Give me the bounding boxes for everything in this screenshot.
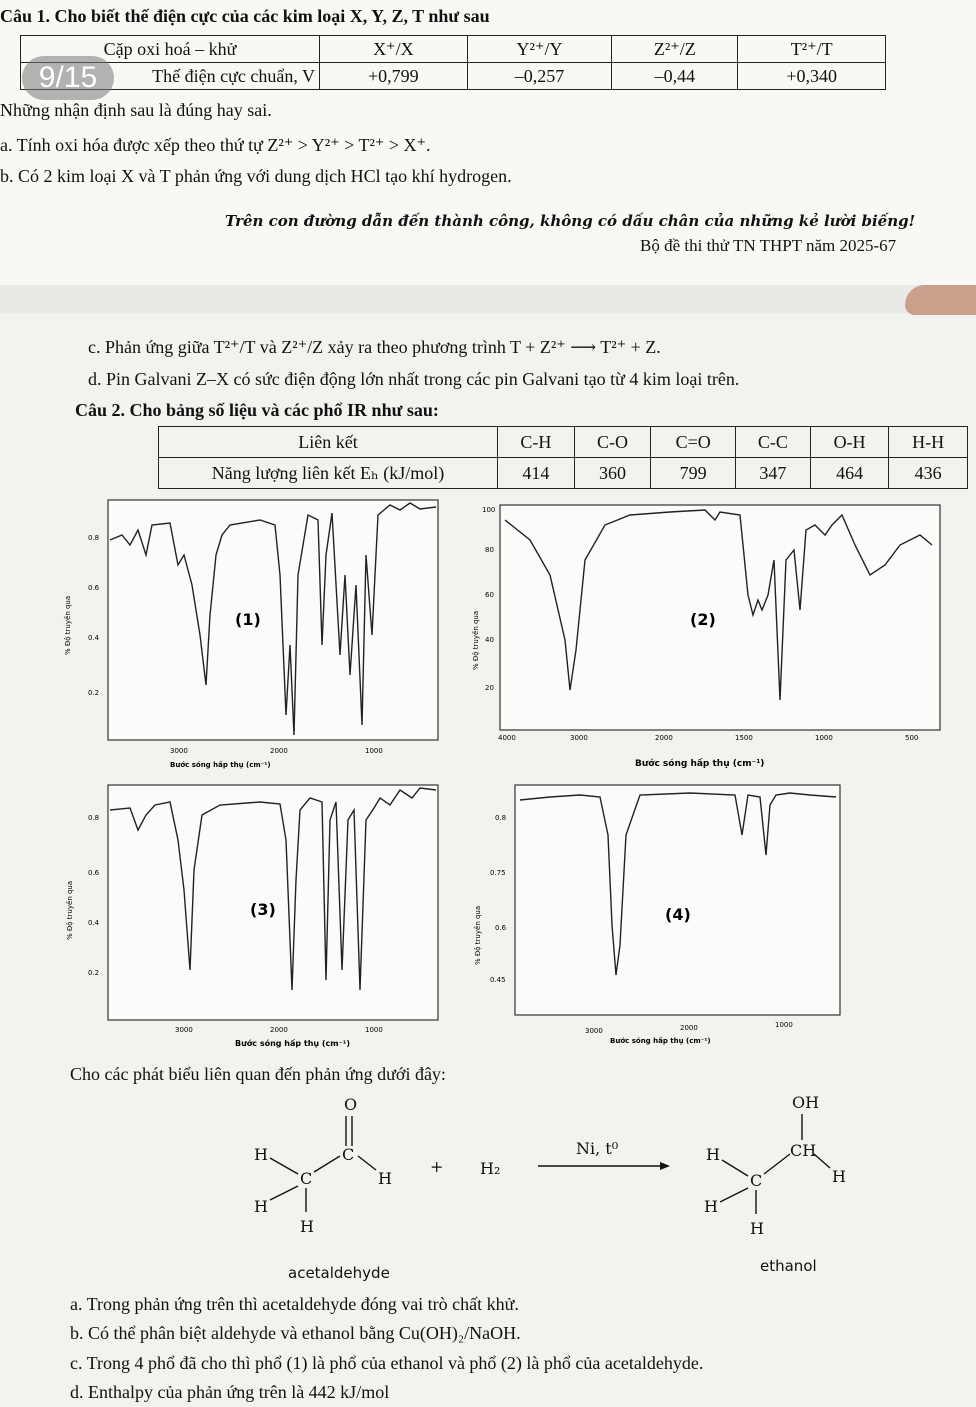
table-cell: Năng lượng liên kết Eₕ (kJ/mol) <box>159 458 498 489</box>
y-axis-label: % Độ truyền qua <box>472 610 480 670</box>
q1-title: Câu 1. Cho biết thế điện cực của các kim loại X, Y, Z, T như sau <box>0 6 490 26</box>
x-tick: 1000 <box>365 1026 383 1034</box>
y-tick: 0.8 <box>88 814 100 822</box>
svg-text:C: C <box>750 1171 763 1190</box>
x-axis-label: Bước sóng hấp thụ (cm⁻¹) <box>635 759 765 769</box>
table-cell: C-O <box>574 427 651 458</box>
y-tick: 0.2 <box>88 969 100 977</box>
svg-text:CH: CH <box>790 1141 817 1160</box>
y-tick: 0.4 <box>88 919 100 927</box>
x-tick: 3000 <box>170 747 188 755</box>
product-name: ethanol <box>760 1257 817 1275</box>
q1-statement-d: d. Pin Galvani Z–X có sức điện động lớn nhất trong các pin Galvani tạo từ 4 kim loại trên. <box>88 369 740 389</box>
svg-text:H: H <box>254 1197 268 1216</box>
table-cell: Y²⁺/Y <box>467 36 612 63</box>
x-tick: 1000 <box>365 747 383 755</box>
svg-text:OH: OH <box>792 1093 820 1112</box>
table-cell: +0,340 <box>738 63 886 90</box>
y-tick: 0.8 <box>495 814 507 822</box>
svg-text:H: H <box>750 1219 764 1238</box>
table-cell: Thế điện cực chuẩn, V <box>21 63 320 90</box>
y-tick: 80 <box>485 546 494 554</box>
table-cell: Z²⁺/Z <box>612 36 738 63</box>
y-tick: 0.8 <box>88 534 100 542</box>
x-tick: 500 <box>905 734 919 742</box>
ir-spectrum-1 <box>60 495 450 775</box>
svg-text:C: C <box>300 1169 313 1188</box>
q1-statement-a: a. Tính oxi hóa được xếp theo thứ tự Z²⁺ > Y²⁺ > T²⁺ > X⁺. <box>0 135 431 155</box>
y-axis-label: % Độ truyền qua <box>474 905 482 965</box>
spectrum-label: (1) <box>235 610 261 629</box>
x-tick: 4000 <box>498 734 516 742</box>
table-cell: –0,257 <box>467 63 612 90</box>
spectrum-label: (2) <box>690 610 716 629</box>
table-cell: X⁺/X <box>320 36 468 63</box>
table-cell: C=O <box>651 427 736 458</box>
table-cell: 436 <box>889 458 968 489</box>
q2-statement-c: c. Trong 4 phổ đã cho thì phổ (1) là phổ của ethanol và phổ (2) là phổ của acetaldehyde. <box>70 1353 704 1373</box>
plus-sign: + <box>430 1157 444 1176</box>
table-row <box>159 427 968 458</box>
svg-text:H: H <box>706 1145 720 1164</box>
reactant-name: acetaldehyde <box>288 1264 390 1282</box>
x-tick: 3000 <box>175 1026 193 1034</box>
q2-statement-a: a. Trong phản ứng trên thì acetaldehyde đóng vai trò chất khử. <box>70 1294 519 1314</box>
y-axis-label: % Độ truyền qua <box>66 880 74 940</box>
table-row <box>159 458 968 489</box>
q1-potential-table <box>20 35 886 90</box>
y-tick: 40 <box>485 636 494 644</box>
q2-statement-b: b. Có thể phân biệt aldehyde và ethanol bằng Cu(OH)₂/NaOH. <box>70 1323 521 1343</box>
x-axis-label: Bước sóng hấp thụ (cm⁻¹) <box>610 1037 711 1045</box>
finger-shape <box>905 285 976 315</box>
y-tick: 20 <box>485 684 494 692</box>
svg-text:O: O <box>344 1095 358 1114</box>
table-cell: –0,44 <box>612 63 738 90</box>
page-gap <box>0 285 976 313</box>
q2-bond-energy-table <box>158 426 968 489</box>
svg-text:H: H <box>704 1197 718 1216</box>
svg-text:H: H <box>378 1169 392 1188</box>
x-tick: 1500 <box>735 734 753 742</box>
table-cell: +0,799 <box>320 63 468 90</box>
x-tick: 2000 <box>270 747 288 755</box>
table-cell: C-C <box>735 427 810 458</box>
spectrum-label: (4) <box>665 905 691 924</box>
y-axis-label: % Độ truyền qua <box>64 595 72 655</box>
table-cell: 464 <box>810 458 889 489</box>
reaction-diagram <box>240 1088 880 1288</box>
svg-text:H: H <box>300 1217 314 1236</box>
table-row <box>21 63 886 90</box>
q2-title: Câu 2. Cho bảng số liệu và các phổ IR như sau: <box>75 400 439 420</box>
q2-statement-d: d. Enthalpy của phản ứng trên là 442 kJ/mol <box>70 1382 390 1402</box>
svg-text:H: H <box>254 1145 268 1164</box>
y-tick: 0.45 <box>490 976 506 984</box>
reaction-intro: Cho các phát biểu liên quan đến phản ứng dưới đây: <box>70 1064 446 1084</box>
ir-spectrum-2 <box>470 500 950 775</box>
table-cell: 347 <box>735 458 810 489</box>
table-cell: O-H <box>810 427 889 458</box>
table-cell: T²⁺/T <box>738 36 886 63</box>
x-tick: 2000 <box>655 734 673 742</box>
svg-text:H: H <box>832 1167 846 1186</box>
x-axis-label: Bước sóng hấp thụ (cm⁻¹) <box>235 1039 351 1048</box>
y-tick: 100 <box>482 506 496 514</box>
q1-statement-b: b. Có 2 kim loại X và T phản ứng với dung dịch HCl tạo khí hydrogen. <box>0 166 512 186</box>
table-cell: 799 <box>651 458 736 489</box>
ir-spectrum-3 <box>60 780 450 1050</box>
x-axis-label: Bước sóng hấp thụ (cm⁻¹) <box>170 761 271 769</box>
svg-text:C: C <box>342 1145 355 1164</box>
x-tick: 1000 <box>815 734 833 742</box>
y-tick: 0.2 <box>88 689 100 697</box>
ir-spectrum-4 <box>470 775 850 1050</box>
table-cell: C-H <box>498 427 575 458</box>
page-counter-badge: 9/15 <box>22 56 114 100</box>
y-tick: 60 <box>485 591 494 599</box>
y-tick: 0.4 <box>88 634 100 642</box>
x-tick: 1000 <box>775 1021 793 1029</box>
table-cell: H-H <box>889 427 968 458</box>
h2-reagent: H₂ <box>480 1159 501 1178</box>
table-cell: Cặp oxi hoá – khử <box>21 36 320 63</box>
x-tick: 2000 <box>270 1026 288 1034</box>
table-cell: 360 <box>574 458 651 489</box>
table-row <box>21 36 886 63</box>
q1-intro: Những nhận định sau là đúng hay sai. <box>0 100 272 120</box>
x-tick: 2000 <box>680 1024 698 1032</box>
spectrum-label: (3) <box>250 900 276 919</box>
y-tick: 0.6 <box>495 924 507 932</box>
x-tick: 3000 <box>585 1027 603 1035</box>
table-cell: 414 <box>498 458 575 489</box>
y-tick: 0.6 <box>88 584 100 592</box>
catalyst-label: Ni, t⁰ <box>576 1139 619 1158</box>
x-tick: 3000 <box>570 734 588 742</box>
table-cell: Liên kết <box>159 427 498 458</box>
footer-motto: Trên con đường dẫn đến thành công, không có dấu chân của những kẻ lười biếng! <box>225 212 916 230</box>
y-tick: 0.75 <box>490 869 506 877</box>
y-tick: 0.6 <box>88 869 100 877</box>
footer-series: Bộ đề thi thử TN THPT năm 2025-67 <box>640 236 897 255</box>
q1-statement-c: c. Phản ứng giữa T²⁺/T và Z²⁺/Z xảy ra theo phương trình T + Z²⁺ ⟶ T²⁺ + Z. <box>88 337 661 357</box>
